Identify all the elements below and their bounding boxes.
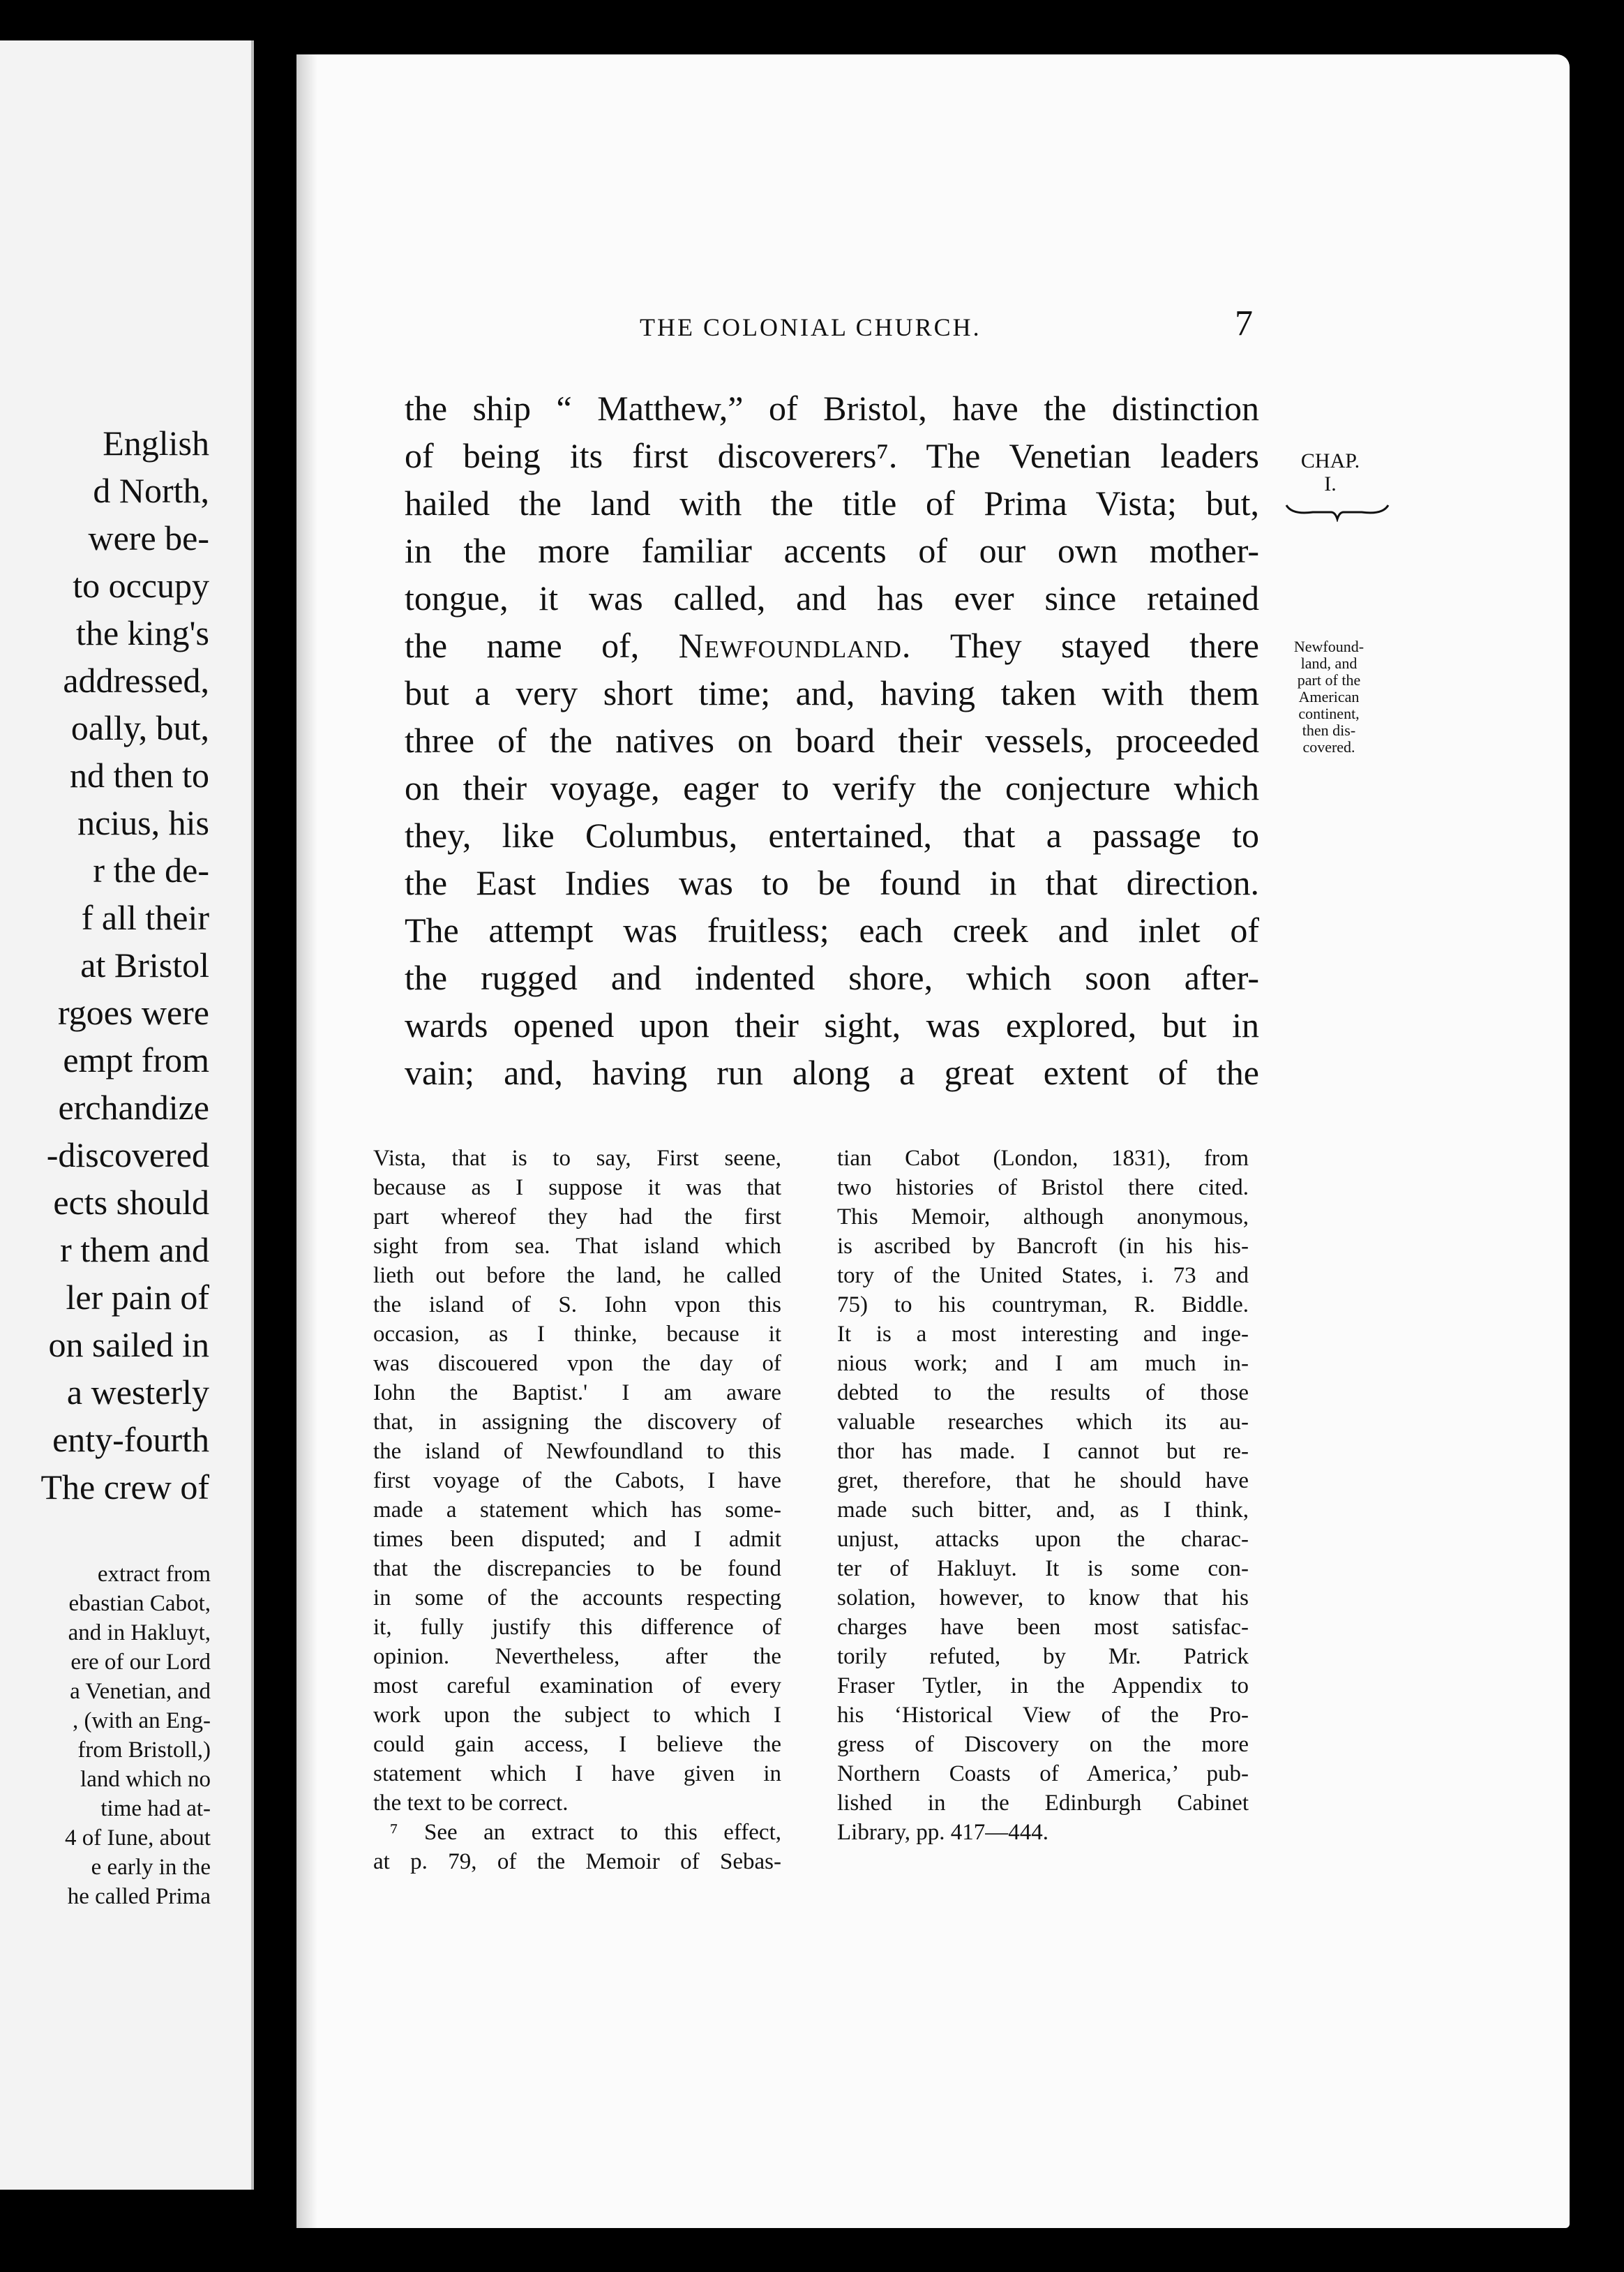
footnote-line: gress of Discovery on the more — [837, 1732, 1249, 1757]
chapter-label: CHAP. — [1300, 449, 1360, 472]
sidenote-line: land, and — [1300, 655, 1358, 672]
footnote-line: 75) to his countryman, R. Biddle. — [837, 1292, 1249, 1317]
footnote-line: first voyage of the Cabots, I have — [373, 1468, 781, 1493]
footnote-line: opinion. Nevertheless, after the — [373, 1644, 781, 1669]
left-footnote-line: a Venetian, and — [70, 1679, 211, 1704]
footnote-line: times been disputed; and I admit — [373, 1527, 781, 1552]
footnote-line: part whereof they had the first — [373, 1204, 781, 1230]
book-page — [296, 54, 1570, 2228]
left-facing-page — [0, 40, 254, 2190]
left-footnote-line: and in Hakluyt, — [68, 1620, 211, 1645]
left-footnote-line: extract from — [97, 1562, 211, 1587]
footnote-line: is ascribed by Bancroft (in his his- — [837, 1234, 1249, 1259]
left-footnote-line: he called Prima — [67, 1884, 211, 1909]
left-page-line: oally, but, — [70, 708, 209, 747]
footnote-line: valuable researches which its au- — [837, 1410, 1249, 1435]
left-page-line: were be- — [88, 518, 209, 558]
body-line: wards opened upon their sight, was explored, but in — [405, 1006, 1259, 1045]
footnote-line: occasion, as I thinke, because it — [373, 1322, 781, 1347]
footnote-line: made a statement which has some- — [373, 1497, 781, 1523]
footnote-line: tory of the United States, i. 73 and — [837, 1263, 1249, 1288]
footnote-line: Vista, that is to say, First seene, — [373, 1146, 781, 1171]
footnote-line: in some of the accounts respecting — [373, 1585, 781, 1610]
left-page-line: erchandize — [58, 1088, 209, 1127]
body-line: but a very short time; and, having taken with them — [405, 673, 1259, 712]
footnote-line: nious work; and I am much in- — [837, 1351, 1249, 1376]
body-line: of being its first discoverers⁷. The Venetian leaders — [405, 436, 1259, 475]
footnote-line: charges have been most satisfac- — [837, 1615, 1249, 1640]
newfoundland-smallcaps: Newfoundland. — [678, 626, 912, 665]
footnote-line: ⁷ See an extract to this effect, — [390, 1820, 781, 1845]
footnote-line: Library, pp. 417—444. — [837, 1820, 1049, 1845]
footnote-line: thor has made. I cannot but re- — [837, 1439, 1249, 1464]
footnote-line: it, fully justify this difference of — [373, 1615, 781, 1640]
page-number: 7 — [1235, 304, 1253, 343]
left-footnote-line: , (with an Eng- — [73, 1708, 211, 1733]
body-line-start: the name of, — [405, 626, 679, 665]
body-line — [405, 628, 1259, 663]
footnote-line: unjust, attacks upon the charac- — [837, 1527, 1249, 1552]
left-page-line: ler pain of — [66, 1278, 209, 1317]
left-page-line: English — [103, 424, 209, 463]
running-title: THE COLONIAL CHURCH. — [640, 313, 982, 341]
footnote-line: at p. 79, of the Memoir of Sebas- — [373, 1849, 781, 1874]
sidenote-line: part of the — [1297, 671, 1361, 689]
body-line: they, like Columbus, entertained, that a passage to — [405, 816, 1259, 855]
footnote-line: debted to the results of those — [837, 1380, 1249, 1405]
left-footnote-line: time had at- — [100, 1796, 211, 1821]
left-page-line: ncius, his — [77, 803, 209, 842]
footnote-line: because as I suppose it was that — [373, 1175, 781, 1200]
footnote-line: statement which I have given in — [373, 1761, 781, 1786]
footnote-line: that the discrepancies to be found — [373, 1556, 781, 1581]
left-page-line: ects should — [53, 1183, 209, 1222]
footnote-line: lieth out before the land, he called — [373, 1263, 781, 1288]
footnote-line: sight from sea. That island which — [373, 1234, 781, 1259]
footnote-line: Northern Coasts of America,’ pub- — [837, 1761, 1249, 1786]
left-footnote-line: ebastian Cabot, — [68, 1591, 211, 1616]
footnote-line: was discouered vpon the day of — [373, 1351, 781, 1376]
body-line: in the more familiar accents of our own mother- — [405, 531, 1259, 570]
body-line: tongue, it was called, and has ever since retained — [405, 578, 1259, 618]
sidenote-line: Newfound- — [1293, 638, 1364, 655]
footnote-line: most careful examination of every — [373, 1673, 781, 1698]
footnote-line: gret, therefore, that he should have — [837, 1468, 1249, 1493]
footnote-line: the island of Newfoundland to this — [373, 1439, 781, 1464]
left-page-line: rgoes were — [57, 993, 209, 1032]
left-page-line: the king's — [76, 613, 209, 652]
gutter-shadow — [296, 54, 317, 2228]
footnote-line: lished in the Edinburgh Cabinet — [837, 1791, 1249, 1816]
footnote-line: made such bitter, and, as I think, — [837, 1497, 1249, 1523]
footnote-line: could gain access, I believe the — [373, 1732, 781, 1757]
footnote-line: Iohn the Baptist.' I am aware — [373, 1380, 781, 1405]
brace-icon — [1285, 501, 1390, 522]
chapter-number: I. — [1324, 472, 1337, 495]
body-line: hailed the land with the title of Prima Vista; but, — [405, 484, 1259, 523]
left-page-line: f all their — [81, 898, 209, 937]
sidenote-line: American — [1298, 688, 1360, 705]
left-page-line: addressed, — [63, 661, 209, 700]
footnote-line: solation, however, to know that his — [837, 1585, 1249, 1610]
chapter-marker — [1275, 449, 1386, 495]
left-page-line: empt from — [63, 1040, 209, 1079]
left-page-line: The crew of — [40, 1467, 209, 1507]
sidenote-line: continent, — [1298, 705, 1360, 722]
footnote-line: the text to be correct. — [373, 1791, 569, 1816]
left-page-line: nd then to — [70, 756, 209, 795]
body-line-end: They stayed there — [911, 626, 1260, 665]
left-footnote-line: 4 of Iune, about — [65, 1825, 211, 1851]
footnote-line: that, in assigning the discovery of — [373, 1410, 781, 1435]
body-line: The attempt was fruitless; each creek and inlet of — [405, 911, 1259, 950]
footnote-line: the island of S. Iohn vpon this — [373, 1292, 781, 1317]
footnote-line: work upon the subject to which I — [373, 1703, 781, 1728]
sidenote-line: covered. — [1302, 738, 1355, 756]
footnote-line: It is a most interesting and inge- — [837, 1322, 1249, 1347]
footnote-line: two histories of Bristol there cited. — [837, 1175, 1249, 1200]
left-footnote-line: from Bristoll,) — [77, 1737, 211, 1763]
footnote-line: tian Cabot (London, 1831), from — [837, 1146, 1249, 1171]
body-line: the ship “ Matthew,” of Bristol, have the distinction — [405, 389, 1259, 428]
footnote-line: Fraser Tytler, in the Appendix to — [837, 1673, 1249, 1698]
body-line: vain; and, having run along a great extent of the — [405, 1053, 1259, 1092]
left-page-line: a westerly — [66, 1373, 209, 1412]
left-footnote-line: e early in the — [91, 1855, 211, 1880]
left-page-line: d North, — [93, 471, 209, 510]
body-line: on their voyage, eager to verify the conjecture which — [405, 768, 1259, 807]
left-footnote-line: ere of our Lord — [70, 1650, 211, 1675]
left-page-line: enty-fourth — [52, 1420, 209, 1459]
footnote-line: ter of Hakluyt. It is some con- — [837, 1556, 1249, 1581]
sidenote-line: then dis- — [1302, 722, 1356, 739]
body-line: the rugged and indented shore, which soon after- — [405, 958, 1259, 997]
body-line: three of the natives on board their vessels, proceeded — [405, 721, 1259, 760]
footnote-line: torily refuted, by Mr. Patrick — [837, 1644, 1249, 1669]
left-page-line: at Bristol — [80, 946, 209, 985]
left-page-line: r the de- — [93, 851, 209, 890]
footnote-line: his ‘Historical View of the Pro- — [837, 1703, 1249, 1728]
left-page-line: -discovered — [46, 1135, 209, 1174]
left-page-line: on sailed in — [48, 1325, 209, 1364]
footnote-line: This Memoir, although anonymous, — [837, 1204, 1249, 1230]
left-page-line: r them and — [60, 1230, 209, 1269]
body-line: the East Indies was to be found in that direction. — [405, 863, 1259, 902]
left-page-line: to occupy — [73, 566, 209, 605]
left-footnote-line: land which no — [80, 1767, 211, 1792]
